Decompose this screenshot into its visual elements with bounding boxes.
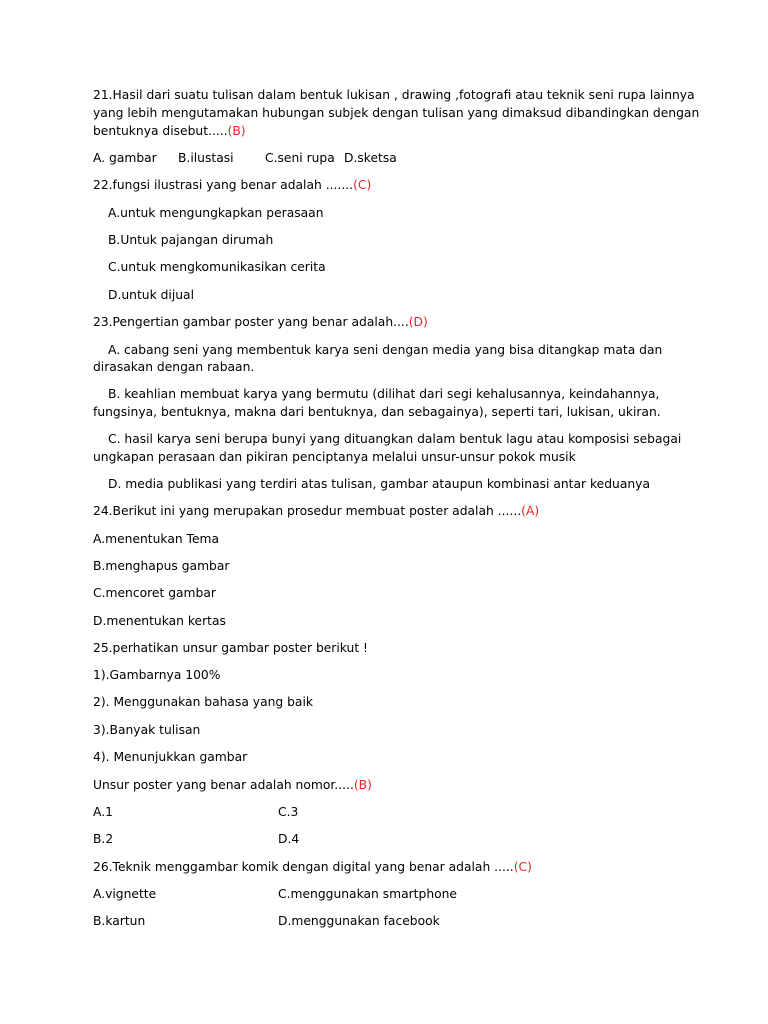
q21-option-d: D.sketsa	[344, 151, 397, 165]
q26-answer: (C)	[513, 860, 532, 874]
q23-option-d: D. media publikasi yang terdiri atas tulisan, gambar ataupun kombinasi antar keduanya	[108, 477, 650, 491]
q24-answer: (A)	[521, 504, 540, 518]
q21-text: bentuknya disebut.....	[93, 124, 228, 138]
q25-option-c: C.3	[278, 805, 299, 819]
q21-line-1: 21.Hasil dari suatu tulisan dalam bentuk lukisan , drawing ,fotografi atau teknik seni rupa lainnya	[93, 88, 695, 102]
q21-option-c: C.seni rupa	[265, 151, 335, 165]
q25-option-a: A.1	[93, 805, 113, 819]
q25-prompt-text: Unsur poster yang benar adalah nomor.....	[93, 778, 354, 792]
q24-option-d: D.menentukan kertas	[93, 614, 226, 628]
q23-option-b-line-1: B. keahlian membuat karya yang bermutu (dilihat dari segi kehalusannya, keindahannya,	[108, 387, 660, 401]
q22-option-c: C.untuk mengkomunikasikan cerita	[108, 260, 326, 274]
q23-text: 23.Pengertian gambar poster yang benar adalah....	[93, 315, 409, 329]
q21-answer: (B)	[227, 124, 246, 138]
q26-text: 26.Teknik menggambar komik dengan digital yang benar adalah .....	[93, 860, 514, 874]
q26-option-b: B.kartun	[93, 914, 146, 928]
q26-option-d: D.menggunakan facebook	[278, 914, 440, 928]
q25-option-b: B.2	[93, 832, 114, 846]
q25-item-2: 2). Menggunakan bahasa yang baik	[93, 695, 314, 709]
q23-option-a-line-1: A. cabang seni yang membentuk karya seni dengan media yang bisa ditangkap mata dan	[108, 343, 663, 357]
q23-option-c-line-2: ungkapan perasaan dan pikiran penciptanya melalui unsur-unsur pokok musik	[93, 450, 576, 464]
q21-option-b: B.ilustasi	[178, 151, 234, 165]
q25-answer: (B)	[353, 778, 372, 792]
q25-question: 25.perhatikan unsur gambar poster berikut !	[93, 641, 368, 655]
q25-prompt	[93, 776, 372, 794]
q25-option-d: D.4	[278, 832, 300, 846]
q23-option-b-line-2: fungsinya, bentuknya, makna dari bentuknya, dan sebagainya), seperti tari, lukisan, ukiran.	[93, 405, 661, 419]
q23-answer: (D)	[408, 315, 428, 329]
q25-item-1: 1).Gambarnya 100%	[93, 668, 221, 682]
q23-question	[93, 313, 428, 331]
q23-option-a-line-2: dirasakan dengan rabaan.	[93, 360, 255, 374]
q26-option-a: A.vignette	[93, 887, 157, 901]
q26-question	[93, 858, 532, 876]
q22-answer: (C)	[353, 178, 372, 192]
q26-option-c: C.menggunakan smartphone	[278, 887, 457, 901]
q24-question	[93, 502, 539, 520]
q25-item-3: 3).Banyak tulisan	[93, 723, 201, 737]
q22-text: 22.fungsi ilustrasi yang benar adalah .......	[93, 178, 354, 192]
q24-option-b: B.menghapus gambar	[93, 559, 230, 573]
q25-item-4: 4). Menunjukkan gambar	[93, 750, 248, 764]
q23-option-c-line-1: C. hasil karya seni berupa bunyi yang dituangkan dalam bentuk lagu atau komposisi sebagai	[108, 432, 682, 446]
q21-line-2: yang lebih mengutamakan hubungan subjek dengan tulisan yang dimaksud dibandingkan dengan	[93, 106, 700, 120]
q22-question	[93, 176, 371, 194]
q21-line-3	[93, 122, 246, 140]
q24-option-a: A.menentukan Tema	[93, 532, 220, 546]
q24-option-c: C.mencoret gambar	[93, 586, 216, 600]
q22-option-b: B.Untuk pajangan dirumah	[108, 233, 274, 247]
q22-option-a: A.untuk mengungkapkan perasaan	[108, 206, 324, 220]
q21-option-a: A. gambar	[93, 151, 157, 165]
q24-text: 24.Berikut ini yang merupakan prosedur membuat poster adalah ......	[93, 504, 522, 518]
q22-option-d: D.untuk dijual	[108, 288, 194, 302]
